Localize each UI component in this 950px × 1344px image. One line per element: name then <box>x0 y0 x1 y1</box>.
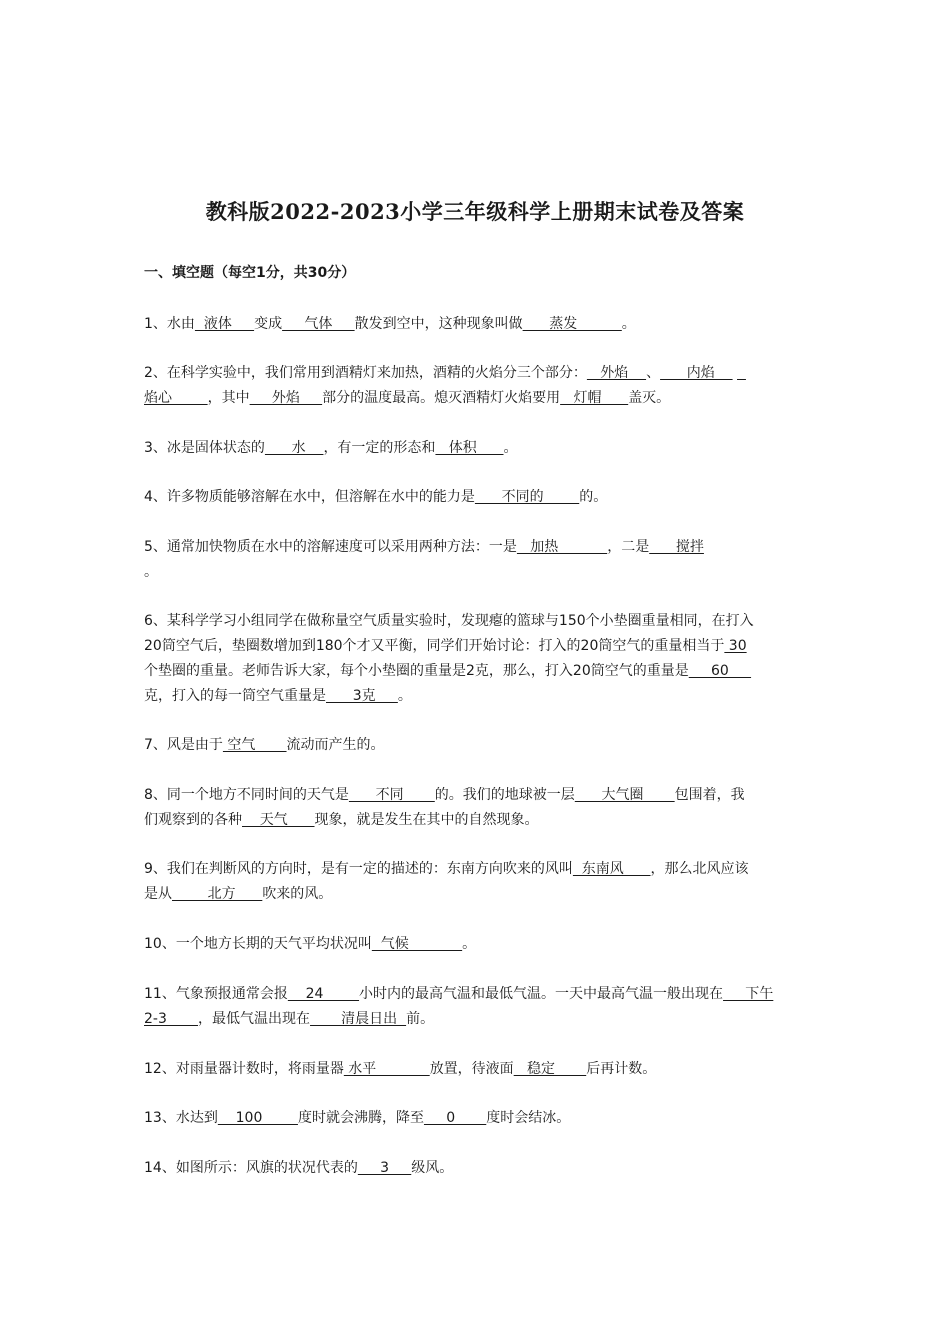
answer-blank: 液体 <box>194 316 255 332</box>
question-line <box>144 609 808 634</box>
question-item <box>144 361 808 411</box>
question-item <box>144 932 808 957</box>
answer-blank: 100 <box>217 1110 298 1126</box>
question-item <box>144 312 808 337</box>
question-text: 7、风是由于 <box>144 737 223 753</box>
answer-blank: 外焰 <box>586 365 647 381</box>
question-item <box>144 1106 808 1131</box>
question-item <box>144 436 808 461</box>
question-line <box>144 1156 808 1181</box>
question-text: 1、水由 <box>144 316 195 332</box>
question-text: 放置，待液面 <box>429 1061 514 1077</box>
question-line <box>144 386 808 411</box>
answer-blank: 体积 <box>435 440 504 456</box>
question-text: 包围着，我 <box>674 787 745 803</box>
question-text: ，最低气温出现在 <box>198 1011 311 1027</box>
answer-blank: 水 <box>264 440 324 456</box>
question-text: ，那么北风应该 <box>650 861 749 877</box>
answer-blank: 空气 <box>222 737 287 753</box>
question-text: 5、通常加快物质在水中的溶解速度可以采用两种方法：一是 <box>144 539 517 555</box>
answer-blank: 60 <box>688 663 752 679</box>
question-line <box>144 560 808 585</box>
question-line <box>144 882 808 907</box>
question-item <box>144 535 808 585</box>
question-item <box>144 485 808 510</box>
answer-blank: 焰心 <box>144 390 208 406</box>
question-text: 4、许多物质能够溶解在水中，但溶解在水中的能力是 <box>144 489 475 505</box>
answer-blank: 0 <box>423 1110 487 1126</box>
answer-blank: 外焰 <box>249 390 323 406</box>
question-text: 。 <box>462 936 477 952</box>
answer-blank: 2-3 <box>144 1011 199 1027</box>
question-text: ，有一定的形态和 <box>323 440 436 456</box>
question-text: 前。 <box>406 1011 435 1027</box>
question-text: 是从 <box>144 886 172 902</box>
question-line <box>144 857 808 882</box>
answer-blank: 3克 <box>326 688 398 704</box>
question-text: 10、一个地方长期的天气平均状况叫 <box>144 936 372 952</box>
question-line <box>144 808 808 833</box>
question-line <box>144 932 808 957</box>
question-text: 盖灭。 <box>628 390 671 406</box>
question-text: 克，打入的每一筒空气重量是 <box>144 688 326 704</box>
question-text: 现象，就是发生在其中的自然现象。 <box>314 812 539 828</box>
question-item <box>144 857 808 907</box>
question-text: 13、水达到 <box>144 1110 218 1126</box>
answer-blank: 气体 <box>282 316 355 332</box>
question-item <box>144 1057 808 1082</box>
question-item <box>144 1156 808 1181</box>
answer-blank: 下午 <box>723 986 774 1002</box>
answer-blank <box>737 365 746 381</box>
question-text: 流动而产生的。 <box>286 737 385 753</box>
question-text: 20筒空气后，垫圈数增加到180个才又平衡，同学们开始讨论：打入的20筒空气的重量相当于 <box>144 638 725 654</box>
question-text: 级风。 <box>411 1160 454 1176</box>
question-text: 。 <box>397 688 412 704</box>
question-text: 2、在科学实验中，我们常用到酒精灯来加热，酒精的火焰分三个部分： <box>144 365 587 381</box>
question-line <box>144 659 808 684</box>
answer-blank: 大气圈 <box>574 787 675 803</box>
question-text: 11、气象预报通常会报 <box>144 986 288 1002</box>
question-text: 后再计数。 <box>586 1061 657 1077</box>
question-text: 8、同一个地方不同时间的天气是 <box>144 787 349 803</box>
question-text: 个垫圈的重量。老师告诉大家，每个小垫圈的重量是2克，那么，打入20筒空气的重量是 <box>144 663 689 679</box>
answer-blank: 搅拌 <box>649 539 704 555</box>
answer-blank: 不同的 <box>474 489 580 505</box>
question-text: 小时内的最高气温和最低气温。一天中最高气温一般出现在 <box>359 986 724 1002</box>
answer-blank: 稳定 <box>513 1061 587 1077</box>
answer-blank: 气候 <box>371 936 463 952</box>
question-text: 6、某科学学习小组同学在做称量空气质量实验时，发现瘪的篮球与150个小垫圈重量相同，在打入 <box>144 613 754 629</box>
answer-blank: 清晨日出 <box>310 1011 407 1027</box>
question-item <box>144 982 808 1032</box>
question-text: 、 <box>646 365 661 381</box>
question-line <box>144 312 808 337</box>
question-text: 14、如图所示：风旗的状况代表的 <box>144 1160 358 1176</box>
question-line <box>144 684 808 709</box>
question-line <box>144 436 808 461</box>
answer-blank: 北方 <box>172 886 263 902</box>
question-text: ，其中 <box>207 390 250 406</box>
question-item <box>144 783 808 833</box>
question-item <box>144 733 808 758</box>
question-line <box>144 361 808 386</box>
question-item <box>144 609 808 709</box>
question-text: 部分的温度最高。熄灭酒精灯火焰要用 <box>322 390 561 406</box>
answer-blank: 水平 <box>343 1061 430 1077</box>
answer-blank: 不同 <box>348 787 435 803</box>
question-line <box>144 1007 808 1032</box>
answer-blank: 天气 <box>242 812 315 828</box>
answer-blank: 内焰 <box>660 365 733 381</box>
question-text: 散发到空中，这种现象叫做 <box>354 316 523 332</box>
answer-blank: 东南风 <box>572 861 651 877</box>
question-line <box>144 535 808 560</box>
question-text: 度时就会沸腾，降至 <box>297 1110 424 1126</box>
question-line <box>144 485 808 510</box>
question-text: 们观察到的各种 <box>144 812 242 828</box>
question-line <box>144 634 808 659</box>
answer-blank: 30 <box>724 638 747 654</box>
answer-blank: 3 <box>357 1160 412 1176</box>
question-text: 度时会结冰。 <box>486 1110 571 1126</box>
question-line <box>144 1106 808 1131</box>
answer-blank: 灯帽 <box>560 390 629 406</box>
question-text: 9、我们在判断风的方向时，是有一定的描述的：东南方向吹来的风叫 <box>144 861 573 877</box>
question-text: 。 <box>144 564 158 580</box>
question-line <box>144 1057 808 1082</box>
question-text: 3、冰是固体状态的 <box>144 440 265 456</box>
question-line <box>144 733 808 758</box>
question-line <box>144 783 808 808</box>
answer-blank: 蒸发 <box>522 316 622 332</box>
question-text: 变成 <box>254 316 283 332</box>
question-text: 吹来的风。 <box>262 886 333 902</box>
question-text: ，二是 <box>607 539 650 555</box>
question-text: 12、对雨量器计数时，将雨量器 <box>144 1061 344 1077</box>
answer-blank: 加热 <box>516 539 608 555</box>
section-heading: 一、填空题（每空1分，共30分） <box>144 265 356 281</box>
question-text: 的。我们的地球被一层 <box>434 787 575 803</box>
question-text: 。 <box>503 440 518 456</box>
page-title: 教科版2022-2023小学三年级科学上册期末试卷及答案 <box>205 199 745 224</box>
question-text: 。 <box>621 316 636 332</box>
question-line <box>144 982 808 1007</box>
question-text: 的。 <box>579 489 608 505</box>
answer-blank: 24 <box>287 986 360 1002</box>
